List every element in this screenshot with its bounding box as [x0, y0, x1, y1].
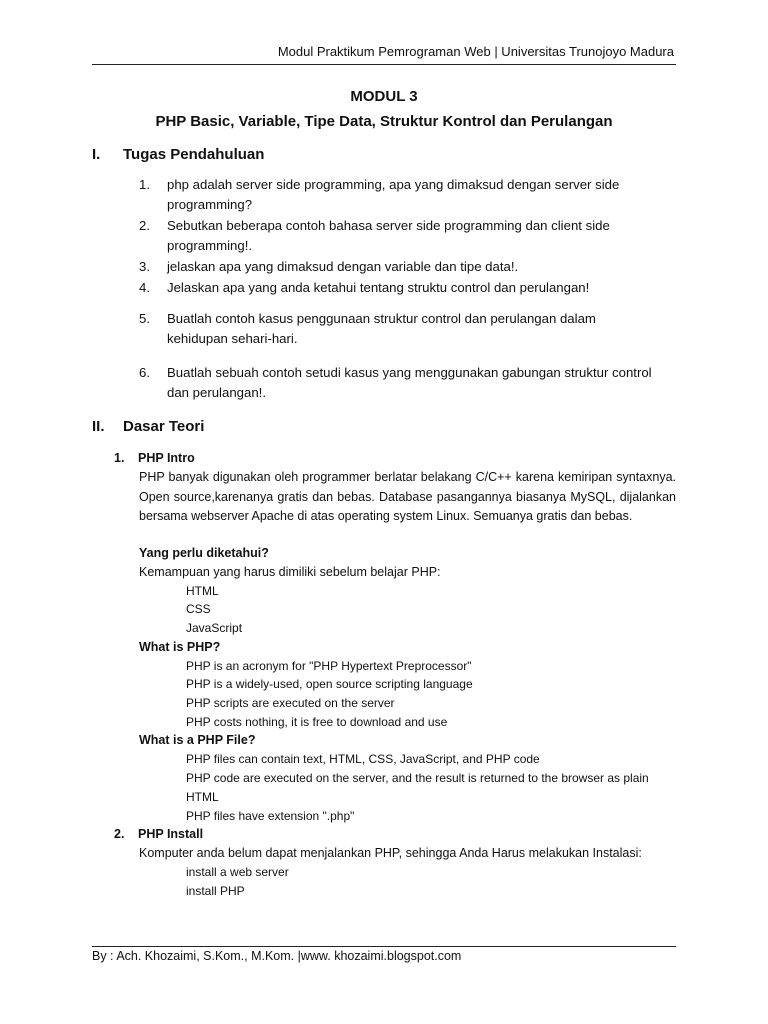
list-item: PHP files have extension ".php" [186, 808, 355, 823]
list-item: HTML [186, 583, 219, 598]
what-is-php-label: What is PHP? [139, 639, 221, 654]
section-heading-dasar-teori [92, 418, 676, 435]
page-footer: By : Ach. Khozaimi, S.Kom., M.Kom. |www. khozaimi.blogspot.com [92, 949, 462, 963]
list-item: PHP code are executed on the server, and the result is returned to the browser as plain HTML [186, 771, 649, 804]
header-divider [92, 64, 676, 65]
subsection-heading-php-intro: 1. PHP Intro [114, 451, 195, 465]
list-item: JavaScript [186, 620, 243, 635]
intro-paragraph: PHP banyak digunakan oleh programmer berlatar belakang C/C++ karena kemiripan syntaxnya. Open source,karenanya gratis dan bebas. Database pasangannya biasanya MySQL, dijalankan bersama webserver Apache di atas operating system Linux. Semuanya gratis dan bebas. [139, 470, 676, 523]
section-number: II. [92, 418, 105, 435]
list-item: PHP scripts are executed on the server [186, 696, 395, 711]
list-item: 1. php adalah server side programming, apa yang dimaksud dengan server side programming? [139, 177, 620, 212]
list-item: 2. Sebutkan beberapa contoh bahasa server side programming dan client side programming!. [139, 218, 610, 253]
perlu-diketahui-label: Yang perlu diketahui? [139, 545, 269, 560]
list-item: PHP is an acronym for "PHP Hypertext Preprocessor" [186, 658, 472, 673]
page-header: Modul Praktikum Pemrograman Web | Universitas Trunojoyo Madura [277, 44, 674, 59]
list-item: 5. Buatlah contoh kasus penggunaan struktur control dan perulangan dalam kehidupan sehari-hari. [139, 311, 596, 346]
module-title: MODUL 3 [350, 88, 418, 105]
question-list [92, 175, 676, 403]
list-item: 6. Buatlah sebuah contoh setudi kasus yang menggunakan gabungan struktur control dan perulangan!. [139, 365, 652, 400]
list-item: PHP files can contain text, HTML, CSS, JavaScript, and PHP code [186, 752, 540, 767]
section-title: Tugas Pendahuluan [123, 146, 265, 163]
kemampuan-text: Kemampuan yang harus dimiliki sebelum belajar PHP: [139, 564, 441, 579]
footer-divider [92, 946, 676, 947]
list-item: install PHP [186, 883, 245, 898]
section-title: Dasar Teori [123, 418, 205, 435]
subsection-heading-php-install: 2. PHP Install [114, 827, 204, 842]
list-item: CSS [186, 602, 211, 617]
module-subtitle: PHP Basic, Variable, Tipe Data, Struktur Kontrol dan Perulangan [155, 113, 613, 130]
list-item: install a web server [186, 865, 289, 880]
section-heading-tugas [92, 146, 676, 163]
list-item: 3. jelaskan apa yang dimaksud dengan variable dan tipe data!. [139, 259, 519, 274]
list-item: PHP costs nothing, it is free to download and use [186, 714, 448, 729]
list-item: 4. Jelaskan apa yang anda ketahui tentang struktu control dan perulangan! [139, 280, 590, 295]
install-paragraph: Komputer anda belum dapat menjalankan PHP, sehingga Anda Harus melakukan Instalasi: [139, 846, 642, 861]
section-number: I. [92, 146, 101, 163]
what-is-php-file-label: What is a PHP File? [139, 733, 256, 748]
document-body [92, 88, 676, 901]
list-item: PHP is a widely-used, open source scripting language [186, 677, 473, 692]
